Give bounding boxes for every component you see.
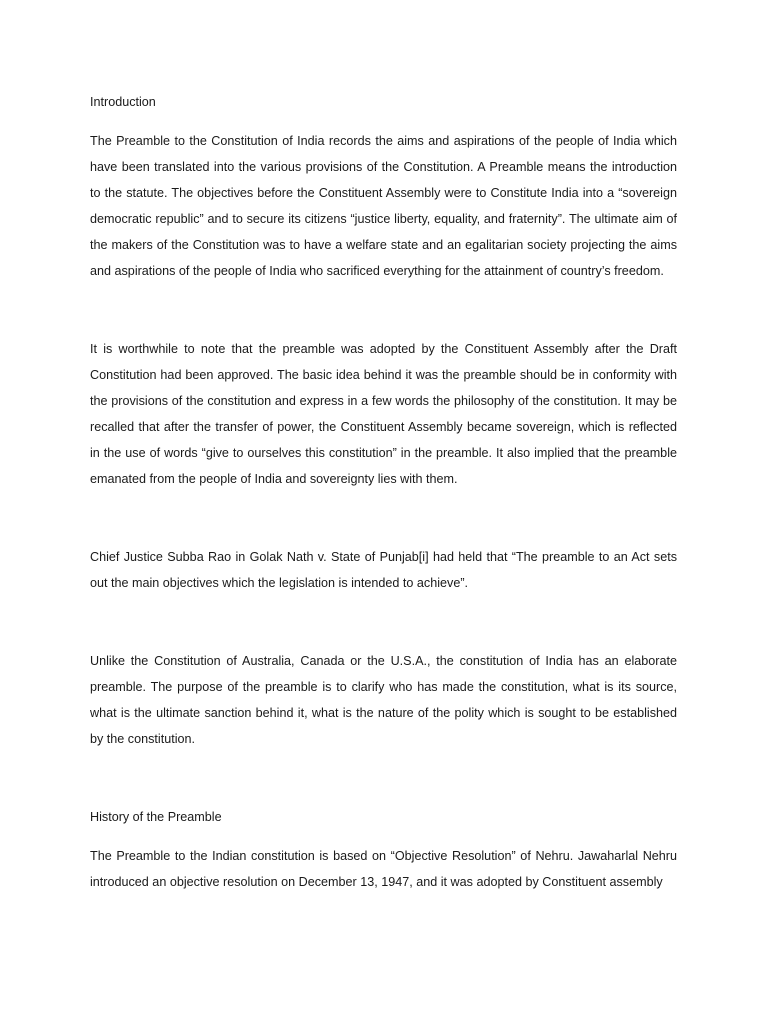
introduction-heading: Introduction	[90, 95, 156, 109]
document-body	[90, 89, 677, 895]
paragraph-objective-resolution: The Preamble to the Indian constitution is based on “Objective Resolution” of Nehru. Jawaharlal Nehru introduced an objective resolution on December 13, 1947, and it was adopted by Constituent assembly	[90, 849, 677, 889]
paragraph-spacer	[90, 492, 677, 544]
history-heading: History of the Preamble	[90, 810, 222, 824]
paragraph-elaborate-preamble: Unlike the Constitution of Australia, Canada or the U.S.A., the constitution of India has an elaborate preamble. The purpose of the preamble is to clarify who has made the constitution, what is its source, what is the ultimate sanction behind it, what is the nature of the polity which is sought to be established by the constitution.	[90, 654, 677, 746]
paragraph-golak-nath: Chief Justice Subba Rao in Golak Nath v. State of Punjab[i] had held that “The preamble to an Act sets out the main objectives which the legislation is intended to achieve”.	[90, 550, 677, 590]
paragraph-spacer	[90, 596, 677, 648]
paragraph-spacer	[90, 284, 677, 336]
paragraph-spacer	[90, 752, 677, 804]
paragraph-preamble-adoption: It is worthwhile to note that the preamble was adopted by the Constituent Assembly after the Draft Constitution had been approved. The basic idea behind it was the preamble should be in conformity with the provisions of the constitution and express in a few words the philosophy of the constitution. It may be recalled that after the transfer of power, the Constituent Assembly became sovereign, which is reflected in the use of words “give to ourselves this constitution” in the preamble. It also implied that the preamble emanated from the people of India and sovereignty lies with them.	[90, 342, 677, 486]
paragraph-preamble-aims: The Preamble to the Constitution of India records the aims and aspirations of the people of India which have been translated into the various provisions of the Constitution. A Preamble means the introduction to the statute. The objectives before the Constituent Assembly were to Constitute India into a “sovereign democratic republic” and to secure its citizens “justice liberty, equality, and fraternity”. The ultimate aim of the makers of the Constitution was to have a welfare state and an egalitarian society projecting the aims and aspirations of the people of India who sacrificed everything for the attainment of country’s freedom.	[90, 134, 677, 278]
